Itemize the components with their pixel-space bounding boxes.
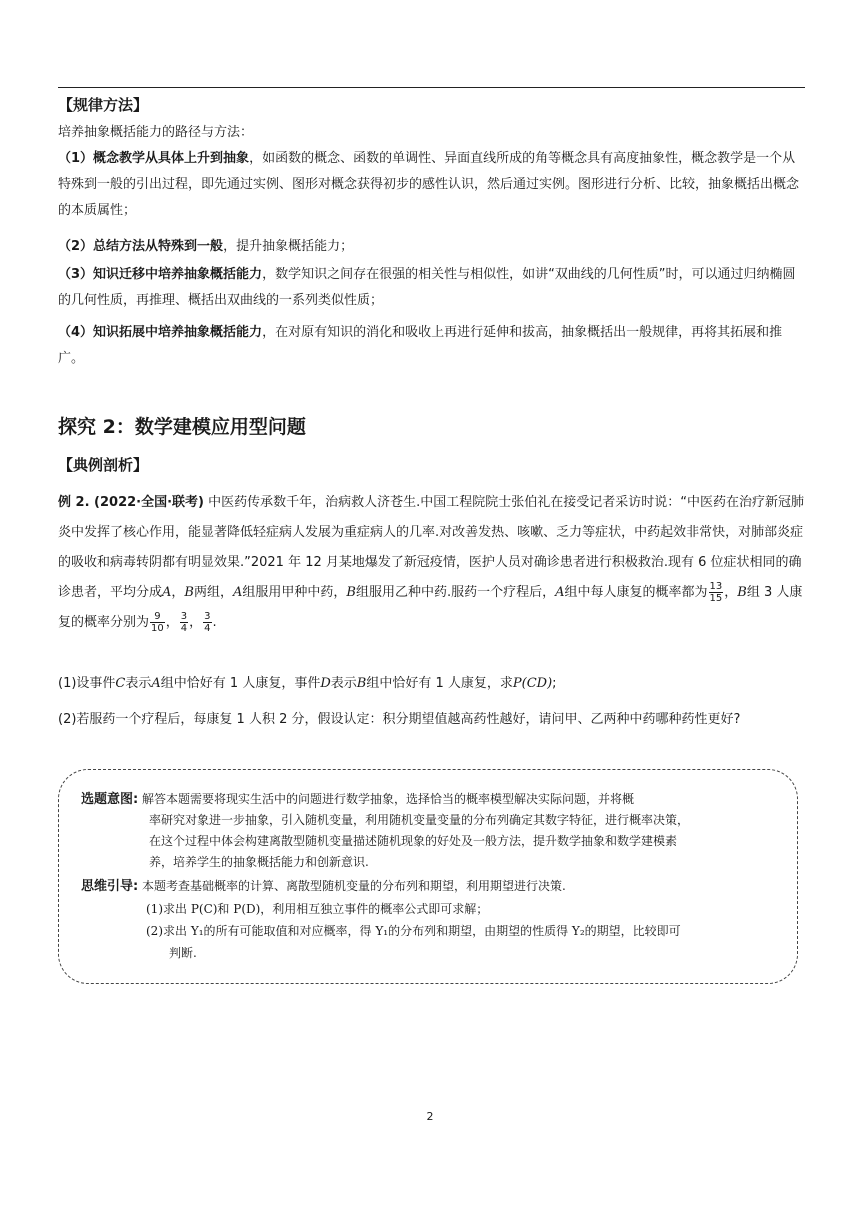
method-item-4 [58, 320, 804, 372]
q1-end: ; [552, 676, 557, 691]
guide-label: 思维引导: [81, 879, 139, 894]
fraction-9-10 [150, 611, 165, 634]
q1-text-a: (1)设事件 [58, 676, 116, 691]
intent-label: 选题意图: [81, 792, 139, 807]
method-item-2 [58, 234, 804, 260]
method-item-1 [58, 146, 804, 224]
guide-line-1 [81, 876, 566, 897]
q1-text-c: 组中恰好有 1 人康复，事件 [160, 676, 321, 691]
question-1 [58, 669, 804, 699]
var-a: A [555, 585, 565, 600]
comma: ， [171, 585, 185, 600]
item-3-text: ，数学知识之间存在很强的相关性与相似性，如讲“双曲线的几何性质”时，可以通过归纳椭圆的几何性质，再推理、概括出双曲线的一系列类似性质； [58, 267, 796, 308]
method-intro: 培养抽象概括能力的路径与方法： [58, 125, 254, 140]
example-label: 例 2. (2022·全国·联考) [58, 495, 204, 510]
frac-den: 4 [180, 623, 188, 634]
var-c: C [115, 676, 126, 691]
example-text-1: 中医药传承数千年，治病救人济苍生.中国工程院院士张伯礼在接受记者采访时说：“中医药在治疗新冠肺炎中发挥了核心作用，能显著降低轻症病人发展为重症病人的几率.对改善发热、咳嗽、乏力等症状，中药起效非常快，对肺部炎症的吸收和病毒转阴都有明显效果.”2021 年 12 月某地爆发了新冠疫情，医护人员对确诊患者进行积极救治.现有 6 位症状相同的确诊患者，平均分成 [58, 495, 804, 600]
frac-num: 3 [180, 611, 188, 622]
example-problem [58, 488, 804, 638]
var-a: A [233, 585, 243, 600]
frac-den: 10 [151, 623, 164, 634]
q1-text-b: 表示 [125, 676, 152, 691]
header-rule [58, 87, 805, 88]
intent-line-1 [81, 789, 634, 810]
example-text-5: 组中每人康复的概率都为 [564, 585, 708, 600]
q1-text-e: 组中恰好有 1 人康复，求 [366, 676, 513, 691]
intent-line-4: 养，培养学生的抽象概括能力和创新意识. [149, 855, 369, 869]
item-4-text: ，在对原有知识的消化和吸收上再进行延伸和拔高，抽象概括出一般规律，再将其拓展和推广。 [58, 325, 783, 366]
example-text-4: 组服用乙种中药.服药一个疗程后， [355, 585, 556, 600]
intent-line-3: 在这个过程中体会构建离散型随机变量描述随机现象的好处及一般方法，提升数学抽象和数学建模素 [149, 834, 678, 848]
fraction-13-15 [709, 581, 724, 604]
var-b: B [356, 676, 367, 691]
item-2-text: ，提升抽象概括能力； [223, 239, 354, 254]
var-b: B [346, 585, 356, 600]
guide-line-2: (1)求出 P(C)和 P(D)，利用相互独立事件的概率公式即可求解； [146, 902, 489, 916]
item-3-num: （3） [58, 267, 94, 282]
question-2: (2)若服药一个疗程后，每康复 1 人积 2 分，假设认定：积分期望值越高药性越好，请问甲、乙两种中药哪种药性更好? [58, 712, 741, 727]
item-2-bold: 总结方法从特殊到一般 [93, 239, 224, 254]
var-d: D [320, 676, 331, 691]
frac-num: 13 [709, 581, 723, 592]
frac-num: 9 [150, 611, 165, 623]
var-a: A [151, 676, 161, 691]
intent-line-2: 率研究对象进一步抽象，引入随机变量，利用随机变量变量的分布列确定其数字特征，进行概率决策， [149, 813, 690, 827]
fraction-3-4-a [180, 611, 188, 634]
method-heading: 【规律方法】 [58, 96, 149, 114]
item-1-bold: 概念教学从具体上升到抽象 [93, 151, 250, 166]
section-title: 探究 2：数学建模应用型问题 [58, 416, 306, 438]
item-2-num: （2） [58, 239, 94, 254]
frac-den: 4 [204, 623, 211, 634]
fraction-3-4-b [203, 611, 211, 634]
q1-text-d: 表示 [330, 676, 357, 691]
example-text-6: ， [724, 585, 738, 600]
item-3-bold: 知识迁移中培养抽象概括能力 [93, 267, 263, 282]
var-b: B [737, 585, 747, 600]
page-number: 2 [426, 1110, 434, 1123]
sep: ， [189, 615, 203, 630]
example-text-3: 组服用甲种中药， [242, 585, 347, 600]
example-text-2: 两组， [193, 585, 233, 600]
guide-line-3: (2)求出 Y₁的所有可能取值和对应概率，得 Y₁的分布列和期望，由期望的性质得 Y₂的期望，比较即可 [146, 924, 681, 938]
analysis-box [58, 769, 798, 984]
item-1-text: ，如函数的概念、函数的单调性、异面直线所成的角等概念具有高度抽象性，概念教学是一个从特殊到一般的引出过程，即先通过实例、图形对概念获得初步的感性认识，然后通过实例。图形进行分析、比较，抽象概括出概念的本质属性； [58, 151, 800, 218]
example-text-7: 组 3 人康复的概率分别为 [58, 585, 803, 630]
frac-den: 15 [709, 593, 723, 604]
item-4-bold: 知识拓展中培养抽象概括能力 [93, 325, 263, 340]
guide-text-1: 本题考查基础概率的计算、离散型随机变量的分布列和期望，利用期望进行决策. [138, 879, 566, 893]
sep: ， [165, 615, 179, 630]
var-b: B [184, 585, 194, 600]
guide-line-4: 判断. [169, 946, 197, 960]
q1-expr: P(CD) [512, 676, 553, 691]
var-a: A [162, 585, 172, 600]
item-4-num: （4） [58, 325, 94, 340]
frac-num: 3 [204, 611, 211, 622]
period: . [212, 615, 217, 630]
item-1-num: （1） [58, 151, 94, 166]
intent-text-1: 解答本题需要将现实生活中的问题进行数学抽象，选择恰当的概率模型解决实际问题，并将概 [138, 792, 635, 806]
example-subheading: 【典例剖析】 [58, 456, 149, 474]
method-item-3 [58, 262, 804, 314]
